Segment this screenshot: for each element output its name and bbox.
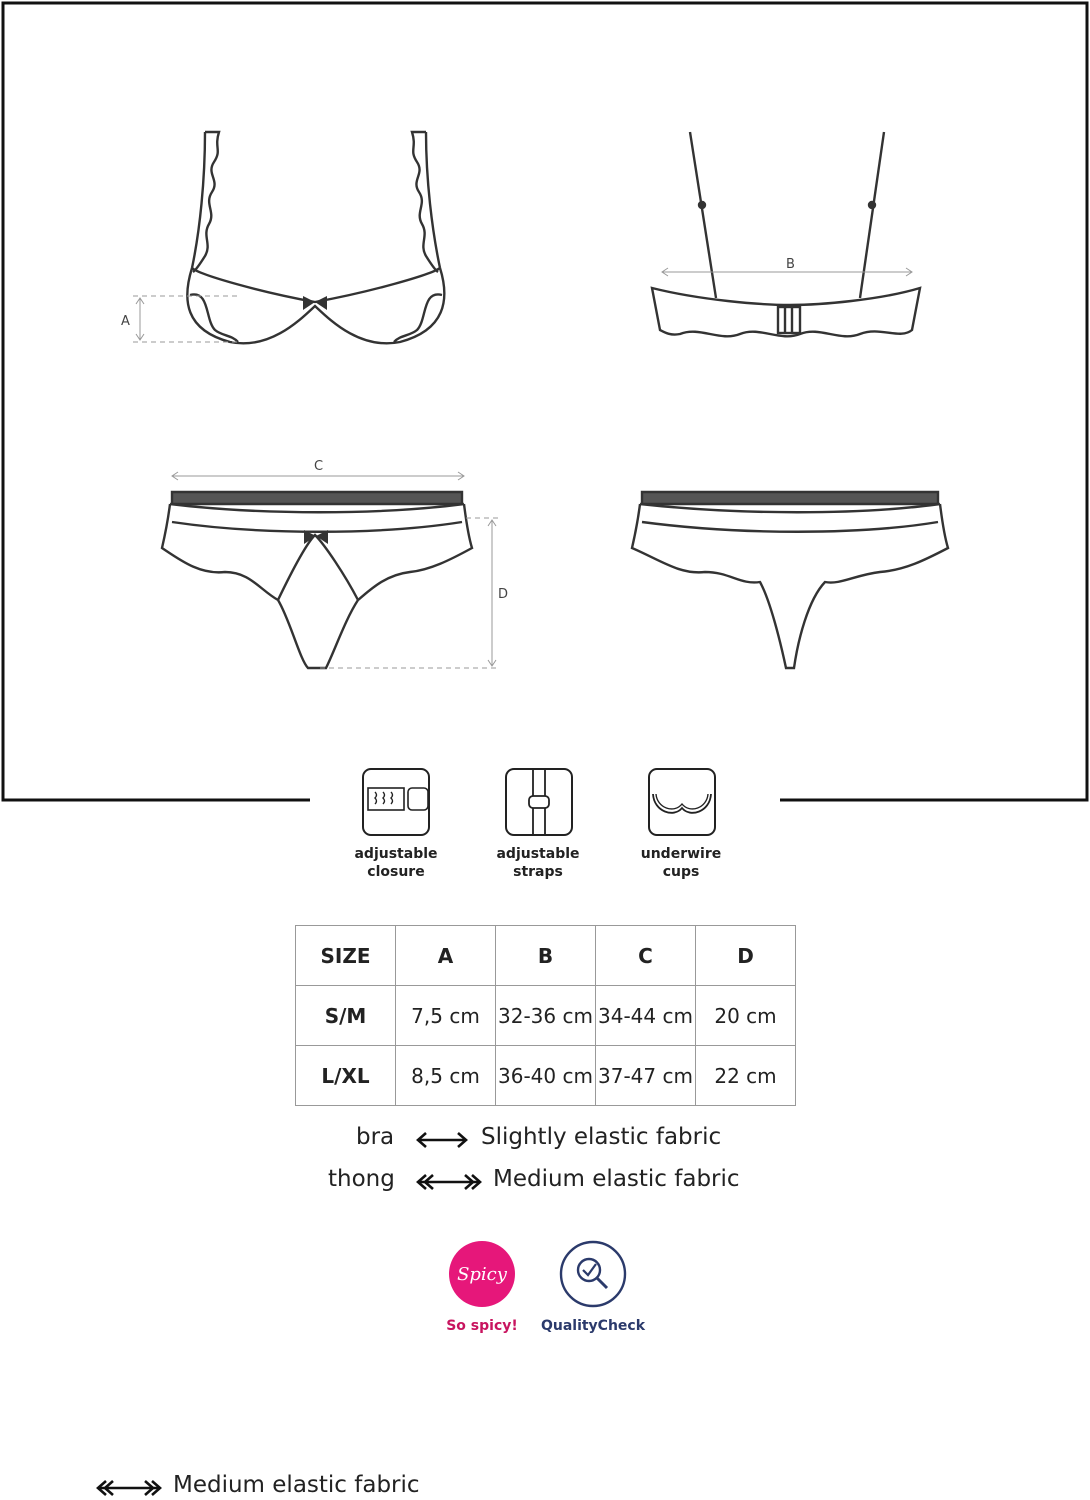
frame bbox=[3, 3, 1087, 800]
table-cell: 20 cm bbox=[696, 986, 796, 1046]
size-table bbox=[295, 925, 796, 1106]
table-header-b: B bbox=[496, 926, 596, 986]
dimension-d bbox=[320, 518, 498, 668]
table-cell: 36-40 cm bbox=[496, 1046, 596, 1106]
bra-elasticity-text: Slightly elastic fabric bbox=[481, 1124, 722, 1150]
hook-closure-icon bbox=[362, 768, 430, 836]
dimension-label-c: C bbox=[314, 459, 324, 474]
table-cell: S/M bbox=[296, 986, 396, 1046]
underwire-cups-icon bbox=[648, 768, 716, 836]
table-header-c: C bbox=[596, 926, 696, 986]
spicy-logo-text: Spicy bbox=[457, 1264, 507, 1285]
medium-elastic-arrow-icon bbox=[414, 1172, 484, 1192]
footer-elasticity-text: Medium elastic fabric bbox=[173, 1472, 420, 1498]
thong-label: thong bbox=[328, 1166, 395, 1192]
dimension-label-d: D bbox=[498, 587, 509, 602]
feature-label-underwire-cups: underwire cups bbox=[640, 846, 722, 880]
bra-label: bra bbox=[356, 1124, 395, 1150]
table-header-a: A bbox=[396, 926, 496, 986]
table-header-d: D bbox=[696, 926, 796, 986]
table-cell: 7,5 cm bbox=[396, 986, 496, 1046]
table-cell: 37-47 cm bbox=[596, 1046, 696, 1106]
slightly-elastic-arrow-icon bbox=[414, 1130, 470, 1150]
thong-elasticity-text: Medium elastic fabric bbox=[493, 1166, 740, 1192]
dimension-label-a: A bbox=[121, 314, 130, 329]
footer-elastic-arrow-icon bbox=[94, 1478, 164, 1498]
spicy-badge-icon bbox=[448, 1240, 516, 1308]
table-row bbox=[296, 986, 796, 1046]
strap-slider-icon bbox=[505, 768, 573, 836]
bra-front-drawing bbox=[187, 132, 444, 343]
thong-back-drawing bbox=[632, 492, 948, 668]
table-cell: 22 cm bbox=[696, 1046, 796, 1106]
table-cell: 32-36 cm bbox=[496, 986, 596, 1046]
table-cell: L/XL bbox=[296, 1046, 396, 1106]
feature-label-adjustable-closure: adjustable closure bbox=[354, 846, 438, 880]
quality-check-icon bbox=[559, 1240, 627, 1308]
table-row bbox=[296, 1046, 796, 1106]
spicy-label: So spicy! bbox=[446, 1318, 518, 1334]
table-cell: 8,5 cm bbox=[396, 1046, 496, 1106]
bra-back-drawing bbox=[652, 132, 920, 336]
table-cell: 34-44 cm bbox=[596, 986, 696, 1046]
table-header-row bbox=[296, 926, 796, 986]
table-header-size: SIZE bbox=[296, 926, 396, 986]
quality-check-label: QualityCheck bbox=[540, 1318, 646, 1334]
dimension-label-b: B bbox=[786, 257, 795, 272]
thong-front-drawing bbox=[162, 492, 472, 668]
feature-label-adjustable-straps: adjustable straps bbox=[496, 846, 580, 880]
